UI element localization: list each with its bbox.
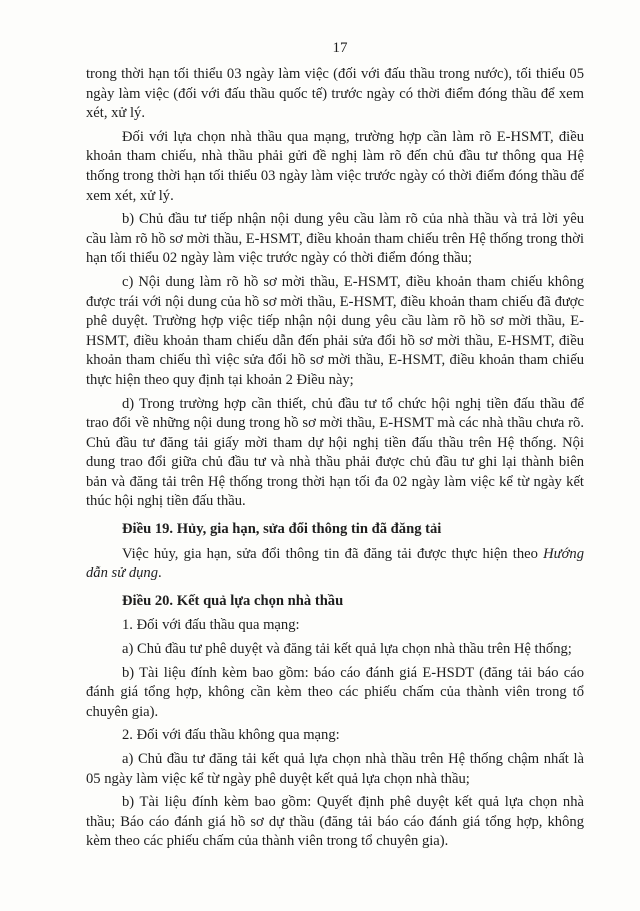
paragraph-online-bidding: 1. Đối với đấu thầu qua mạng: [122,617,300,634]
article-19-heading: Điều 19. Hủy, gia hạn, sửa đổi thông tin đã đăng tải [122,521,442,538]
page-number: 17 [332,40,348,56]
paragraph-online-a: a) Chủ đầu tư phê duyệt và đăng tải kết quả lựa chọn nhà thầu trên Hệ thống; [122,641,572,658]
paragraph-offline-bidding: 2. Đối với đấu thầu không qua mạng: [122,727,340,744]
paragraph-online-b: b) Tài liệu đính kèm bao gồm: báo cáo đánh giá E-HSDT (đăng tải báo cáo đánh giá tổng hợp, không cần kèm theo các phiếu chấm của thành viên trong tổ chuyên gia). [86,664,584,720]
paragraph-item-d: d) Trong trường hợp cần thiết, chủ đầu tư tổ chức hội nghị tiền đấu thầu để trao đổi về những nội dung trong hồ sơ mời thầu, E-HSMT mà các nhà thầu chưa rõ. Chủ đầu tư đăng tải giấy mời tham dự hội nghị tiền đấu thầu trên Hệ thống. Nội dung trao đổi giữa chủ đầu tư và nhà thầu phải được chủ đầu tư ghi lại thành biên bản và đăng tải trên Hệ thống trong thời hạn tối đa 02 ngày làm việc kể từ ngày kết thúc hội nghị tiền đấu thầu. [86,395,584,510]
paragraph-article-19 [86,545,584,584]
paragraph-online-clarification: Đối với lựa chọn nhà thầu qua mạng, trường hợp cần làm rõ E-HSMT, điều khoản tham chiếu, nhà thầu phải gửi đề nghị làm rõ đến chủ đầu tư thông qua Hệ thống trong thời hạn tối thiểu 03 ngày làm việc trước ngày có thời điểm đóng thầu để xem xét, xử lý. [86,128,584,204]
article-20-heading: Điều 20. Kết quả lựa chọn nhà thầu [122,592,344,609]
paragraph-offline-a: a) Chủ đầu tư đăng tải kết quả lựa chọn nhà thầu trên Hệ thống chậm nhất là 05 ngày làm việc kể từ ngày phê duyệt kết quả lựa chọn nhà thầu; [86,751,584,787]
paragraph-item-b: b) Chủ đầu tư tiếp nhận nội dung yêu cầu làm rõ của nhà thầu và trả lời yêu cầu làm rõ hồ sơ mời thầu, E-HSMT, điều khoản tham chiếu trên Hệ thống trong thời hạn tối thiểu 02 ngày làm việc trước ngày có thời điểm đóng thầu; [86,211,584,267]
article-19-text: Việc hủy, gia hạn, sửa đổi thông tin đã đăng tải được thực hiện theo [122,545,544,562]
paragraph-continued: trong thời hạn tối thiểu 03 ngày làm việc (đối với đấu thầu trong nước), tối thiểu 05 ngày làm việc (đối với đấu thầu quốc tế) trước ngày có thời điểm đóng thầu để xem xét, xử lý. [86,66,584,122]
paragraph-item-c: c) Nội dung làm rõ hồ sơ mời thầu, E-HSMT, điều khoản tham chiếu không được trái với nội dung của hồ sơ mời thầu, E-HSMT, điều khoản tham chiếu đã được phê duyệt. Trường hợp việc tiếp nhận nội dung yêu cầu làm rõ hồ sơ mời thầu, E-HSMT, điều khoản tham chiếu dẫn đến phải sửa đổi hồ sơ mời thầu, E-HSMT, điều khoản tham chiếu thì việc sửa đổi hồ sơ mời thầu, E-HSMT, điều khoản tham chiếu thực hiện theo quy định tại khoản 2 Điều này; [86,273,584,388]
article-19-italic: Hướng dẫn sử dụng [86,545,584,582]
article-19-end: . [158,565,162,582]
paragraph-offline-b: b) Tài liệu đính kèm bao gồm: Quyết định phê duyệt kết quả lựa chọn nhà thầu; Báo cáo đánh giá hồ sơ dự thầu (đăng tải báo cáo đánh giá tổng hợp, không kèm theo các phiếu chấm của thành viên trong tổ chuyên gia). [86,794,584,850]
